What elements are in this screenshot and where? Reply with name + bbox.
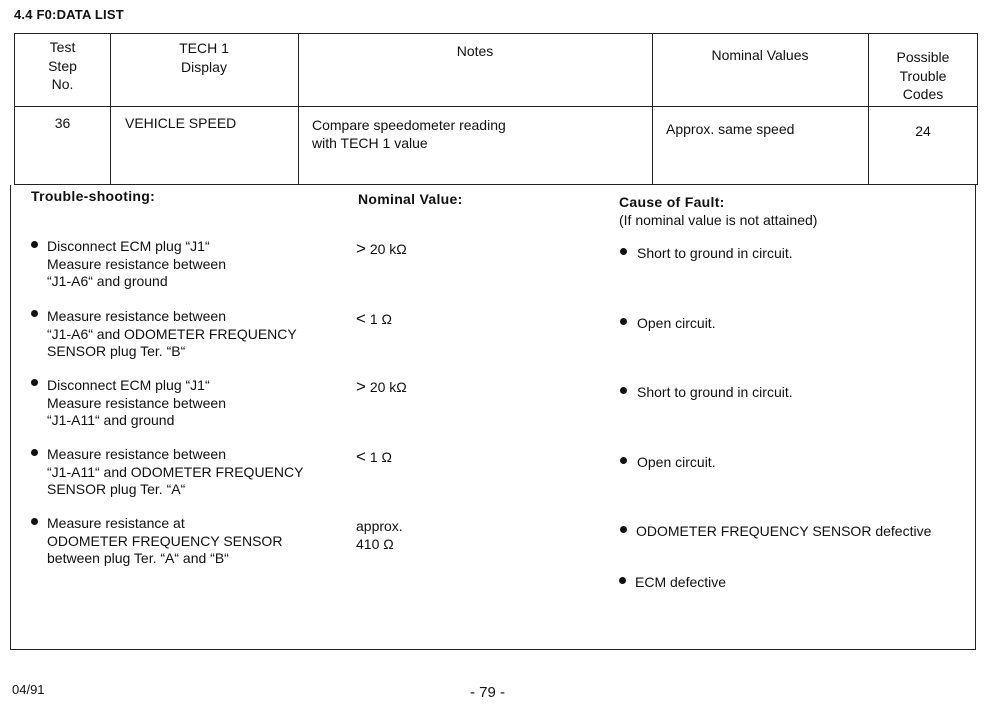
step-instruction: Measure resistance between “J1-A6“ and ODOMETER FREQUENCY SENSOR plug Ter. “B“ bbox=[47, 308, 297, 359]
nominal-value-heading: Nominal Value: bbox=[358, 191, 463, 207]
step-instruction: Disconnect ECM plug “J1“ Measure resistance between “J1-A11“ and ground bbox=[47, 377, 226, 428]
nominal-symbol: > bbox=[356, 377, 366, 396]
cause-of-fault-subheading: (If nominal value is not attained) bbox=[619, 212, 818, 228]
footer-date: 04/91 bbox=[12, 682, 45, 697]
troubleshooting-heading: Trouble-shooting: bbox=[31, 188, 156, 204]
nominal-value: approx. 410 Ω bbox=[356, 518, 403, 552]
page-number: - 79 - bbox=[470, 684, 506, 701]
nominal-value bbox=[356, 240, 407, 259]
bullet-icon bbox=[31, 518, 38, 525]
step-instruction: Measure resistance at ODOMETER FREQUENCY SENSOR between plug Ter. “A“ and “B“ bbox=[47, 515, 283, 566]
nominal-value bbox=[356, 448, 392, 467]
nominal-amount: 1 Ω bbox=[369, 449, 392, 465]
section-title: 4.4 F0:DATA LIST bbox=[14, 7, 124, 22]
bullet-icon bbox=[31, 241, 38, 248]
cause-text: Short to ground in circuit. bbox=[637, 384, 793, 400]
cause-of-fault-heading: Cause of Fault: bbox=[619, 194, 725, 210]
row-display: VEHICLE SPEED bbox=[125, 115, 237, 131]
header-trouble-codes: Possible Trouble Codes bbox=[896, 49, 950, 102]
step-instruction: Disconnect ECM plug “J1“ Measure resistance between “J1-A6“ and ground bbox=[47, 238, 226, 289]
nominal-symbol: < bbox=[356, 309, 366, 328]
bullet-icon bbox=[619, 577, 626, 584]
header-notes: Notes bbox=[456, 43, 494, 59]
nominal-amount: 20 kΩ bbox=[369, 379, 407, 395]
nominal-symbol: > bbox=[356, 239, 366, 258]
bullet-icon bbox=[620, 387, 627, 394]
nominal-amount: 1 Ω bbox=[369, 311, 392, 327]
row-notes: Compare speedometer reading with TECH 1 value bbox=[312, 117, 506, 151]
header-test-step: Test Step No. bbox=[48, 39, 77, 92]
cause-text: ODOMETER FREQUENCY SENSOR defective bbox=[636, 523, 932, 539]
cause-text: Short to ground in circuit. bbox=[637, 245, 793, 261]
nominal-amount: 20 kΩ bbox=[369, 241, 407, 257]
cause-text: Open circuit. bbox=[637, 454, 716, 470]
bullet-icon bbox=[31, 379, 38, 386]
step-instruction: Measure resistance between “J1-A11“ and ODOMETER FREQUENCY SENSOR plug Ter. “A“ bbox=[47, 446, 304, 497]
troubleshooting-box bbox=[10, 185, 976, 650]
row-nominal: Approx. same speed bbox=[666, 121, 795, 137]
nominal-symbol: < bbox=[356, 447, 366, 466]
bullet-icon bbox=[31, 310, 38, 317]
cause-text: ECM defective bbox=[635, 574, 727, 590]
bullet-icon bbox=[620, 457, 627, 464]
row-step: 36 bbox=[54, 115, 71, 131]
header-tech-display: TECH 1 Display bbox=[179, 40, 229, 75]
row-codes: 24 bbox=[915, 123, 931, 139]
bullet-icon bbox=[620, 526, 627, 533]
bullet-icon bbox=[31, 449, 38, 456]
nominal-value bbox=[356, 310, 392, 329]
bullet-icon bbox=[620, 248, 627, 255]
cause-text: Open circuit. bbox=[637, 315, 716, 331]
bullet-icon bbox=[620, 318, 627, 325]
data-list-table bbox=[14, 33, 978, 185]
row-divider bbox=[15, 106, 977, 107]
nominal-value bbox=[356, 378, 407, 397]
header-nominal-values: Nominal Values bbox=[711, 47, 809, 63]
